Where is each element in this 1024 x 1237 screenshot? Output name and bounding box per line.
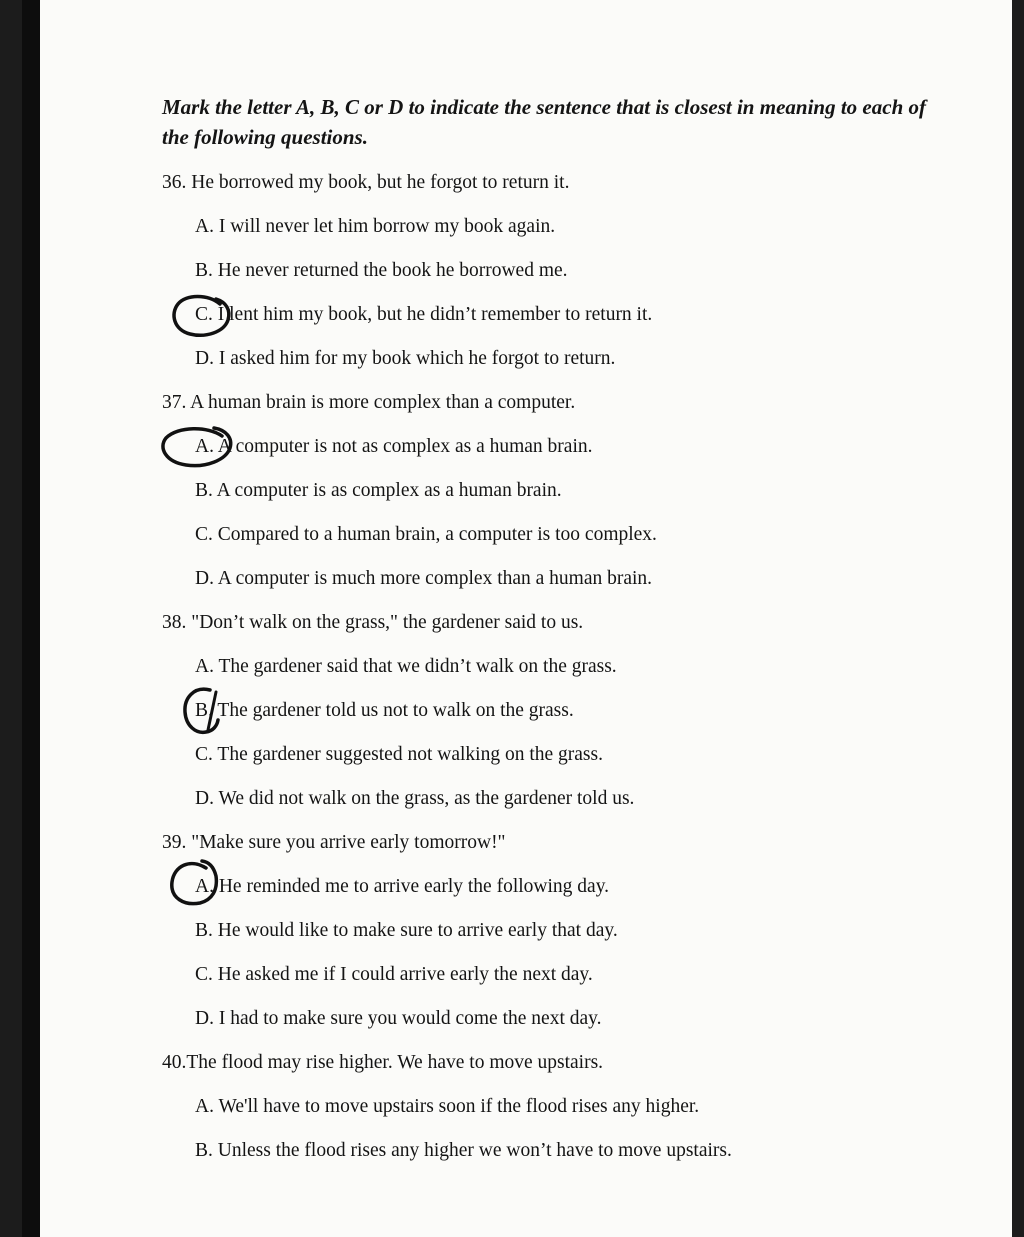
question-40-option-b: B. Unless the flood rises any higher we won’t have to move upstairs. xyxy=(195,1140,732,1161)
question-39-option-b: B. He would like to make sure to arrive early that day. xyxy=(195,920,618,941)
question-40-option-a: A. We'll have to move upstairs soon if the flood rises any higher. xyxy=(195,1096,700,1117)
question-39-option-c: C. He asked me if I could arrive early the next day. xyxy=(195,964,593,985)
question-37-option-a: A. A computer is not as complex as a human brain. xyxy=(195,436,593,457)
question-36-option-b: B. He never returned the book he borrowed me. xyxy=(195,260,568,281)
question-36-option-c: C. I lent him my book, but he didn’t remember to return it. xyxy=(195,304,653,325)
question-37-stem: 37. A human brain is more complex than a computer. xyxy=(162,392,576,413)
question-38-stem: 38. "Don’t walk on the grass," the gardener said to us. xyxy=(162,612,584,633)
instruction-text: Mark the letter A, B, C or D to indicate the sentence that is closest in meaning to each of the following questions. xyxy=(162,95,926,149)
question-38-option-b: B. The gardener told us not to walk on the grass. xyxy=(195,700,574,721)
question-37-option-b: B. A computer is as complex as a human brain. xyxy=(195,480,562,501)
question-39-option-d: D. I had to make sure you would come the next day. xyxy=(195,1008,602,1029)
question-39-option-a: A. He reminded me to arrive early the following day. xyxy=(195,876,610,897)
question-38-option-c: C. The gardener suggested not walking on the grass. xyxy=(195,744,603,765)
left-border xyxy=(0,0,22,1237)
question-37-option-c: C. Compared to a human brain, a computer is too complex. xyxy=(195,524,657,545)
question-36-option-a: A. I will never let him borrow my book again. xyxy=(195,216,556,237)
question-36-stem: 36. He borrowed my book, but he forgot to return it. xyxy=(162,172,570,193)
question-37-option-d: D. A computer is much more complex than a human brain. xyxy=(195,568,653,589)
question-39-stem: 39. "Make sure you arrive early tomorrow!" xyxy=(162,832,506,853)
question-38-option-a: A. The gardener said that we didn’t walk on the grass. xyxy=(195,656,617,677)
right-border xyxy=(1010,0,1024,1237)
question-38-option-d: D. We did not walk on the grass, as the gardener told us. xyxy=(195,788,635,809)
question-36-option-d: D. I asked him for my book which he forgot to return. xyxy=(195,348,616,369)
question-40-stem: 40.The flood may rise higher. We have to move upstairs. xyxy=(162,1052,604,1073)
document-page xyxy=(40,0,1012,1237)
